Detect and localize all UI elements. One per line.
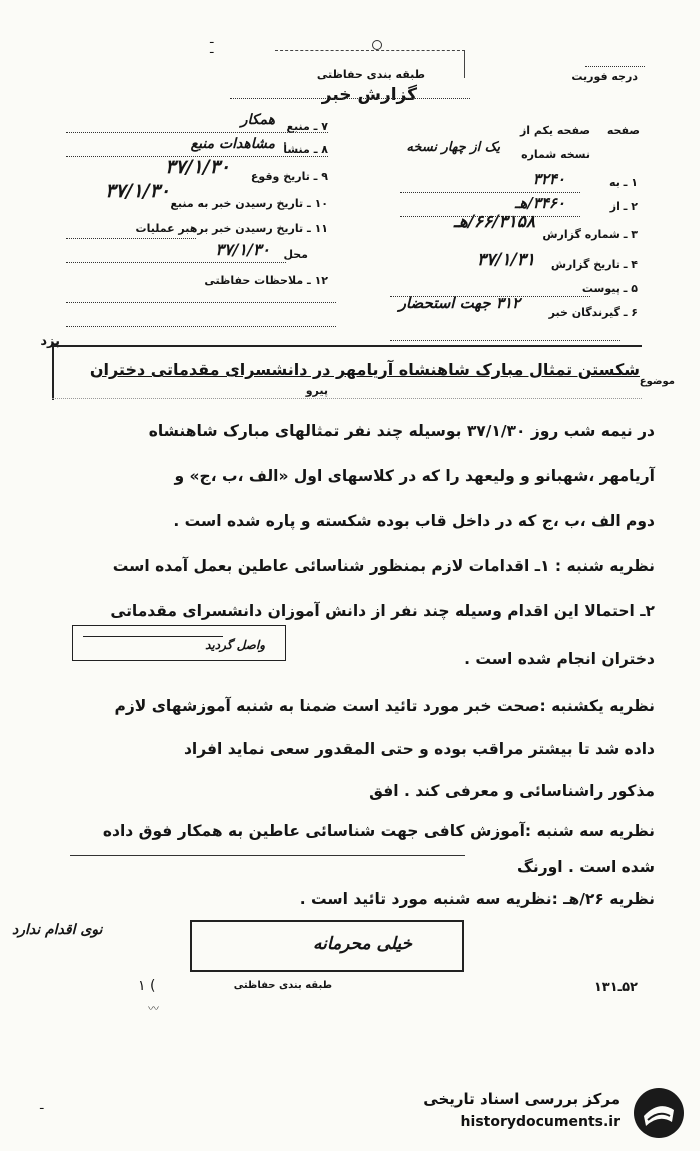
archive-logo-icon [632, 1086, 686, 1140]
body-line: آریامهر ،شهبانو و ولیعهد را که در کلاسهای اول «الف ،ب ،ج» و [174, 467, 655, 485]
field-copy-number-label: نسخه شماره [521, 148, 590, 161]
subject-left-rule [52, 345, 54, 400]
field-notes-line-1 [66, 302, 336, 303]
field-source-label: ۷ ـ منبع [286, 120, 328, 133]
boxed-note-text: واصل گردید [205, 638, 265, 652]
handwritten-mark: ۱ ( [138, 978, 156, 994]
seal-caption: طبقه بندی حفاظتی [233, 980, 332, 991]
field-to-value: ۳۲۴۰ [532, 170, 565, 188]
field-page-value: صفحه [606, 124, 640, 137]
field-source-line [66, 132, 328, 133]
field-report-number-value: ۶۶/۳۱۵۸/هـ [453, 212, 535, 232]
field-notes-line-2 [66, 326, 336, 327]
field-occurrence-date-label: ۹ ـ تاریخ وقوع [250, 170, 328, 183]
boxed-note [72, 625, 286, 661]
priority-label: درجه فوریت [571, 70, 638, 83]
subject-label: موضوع [639, 376, 675, 387]
watermark-url: historydocuments.ir [460, 1114, 620, 1130]
field-recipients-value: ۳۱۲ جهت استحضار [398, 294, 520, 312]
field-attachment-label: ۵ ـ پیوست [581, 282, 638, 295]
body-line: ۲ـ احتمالا این اقدام وسیله چند نفر از دانش آموزان دانشسرای مقدماتی [110, 602, 655, 620]
field-security-notes-label: ۱۲ ـ ملاحظات حفاظتی [204, 274, 328, 287]
body-line: داده شد تا بیشتر مراقب بوده و حتی المقدور سعی نماید افراد [183, 740, 655, 758]
field-recipients-label: ۶ ـ گیرندگان خبر [548, 306, 638, 319]
field-place-line [66, 262, 286, 263]
classification-seal [190, 920, 464, 972]
header-rule-left [230, 98, 470, 99]
field-received-ops-line [66, 238, 196, 239]
boxed-note-strike [83, 636, 223, 637]
seal-handwriting: خیلی محرمانه [313, 934, 412, 954]
body-line: در نیمه شب روز ۳۷/۱/۳۰ بوسیله چند نفر تمثالهای مبارک شاهنشاه [148, 422, 655, 440]
field-report-date-value: ۳۷/۱/۳۱ [476, 250, 535, 270]
field-to-line [400, 192, 580, 193]
field-source-value: همکار [240, 112, 275, 128]
report-title: گزارش خبر [321, 85, 417, 105]
field-origin-label: ۸ ـ منشأ [283, 143, 328, 156]
field-received-ops-label: ۱۱ ـ تاریخ رسیدن خبر برهبر عملیات [135, 222, 328, 235]
subject-text: شکستن تمثال مبارک شاهنشاه آریامهر در دانشسرای مقدماتی دختران [89, 360, 640, 379]
handwritten-mark: ـ [40, 1098, 44, 1112]
field-copy-number-value: یک از چهار نسخه [406, 140, 500, 155]
body-line: نظریه یکشنبه :صحت خبر مورد تائید است ضمنا به شنبه آموزشهای لازم [114, 697, 655, 715]
field-report-date-label: ۴ ـ تاریخ گزارش [550, 258, 638, 271]
field-place-value: ۳۷/۱/۳۰ [215, 240, 270, 259]
stamp-word: بزد [40, 334, 60, 349]
field-origin-value: مشاهدات منبع [190, 136, 275, 152]
frame-top-rule [52, 345, 642, 347]
field-from-value: ۳۴۶۰/هـ [514, 194, 565, 212]
field-from-label: ۲ ـ از [609, 200, 638, 213]
corner-mark [372, 40, 382, 50]
margin-handwritten-note: نوی اقدام ندارد [12, 922, 103, 938]
classification-label: طبقه بندی حفاظتی [316, 68, 425, 81]
report-header-box [275, 50, 465, 110]
field-report-number-label: ۳ ـ شماره گزارش [542, 228, 638, 241]
corner-mark: ـ [210, 42, 214, 56]
body-line: دوم الف ،ب ،ج که در داخل قاب بوده شکسته و پاره شده است . [173, 512, 655, 530]
priority-rule [585, 66, 645, 67]
field-received-source-value: ۳۷/۱/۳۰ [105, 180, 170, 202]
field-received-source-label: ۱۰ ـ تاریخ رسیدن خبر به منبع [170, 197, 328, 210]
body-line: نظریه شنبه : ۱ـ اقدامات لازم بمنظور شناسائی عاطین بعمل آمده است [112, 557, 655, 575]
field-page-label: صفحه یکم از [519, 124, 590, 137]
subject-bottom-rule [52, 398, 642, 399]
corner-mark: ـ [210, 32, 214, 46]
handwritten-mark: 〰 [148, 1002, 159, 1015]
body-line: مذکور راشناسائی و معرفی کند . افق [369, 782, 655, 800]
field-occurrence-date-value: ۳۷/۱/۳۰ [165, 156, 230, 178]
subject-correction: پیرو [305, 384, 328, 397]
field-place-label: محل [283, 248, 308, 261]
body-line: شده است . اورنگ [517, 858, 655, 876]
watermark-title: مرکز بررسی اسناد تاریخی [423, 1090, 620, 1108]
watermark [405, 1082, 690, 1142]
form-code: ۵۲ـ۱۳۱ [593, 980, 638, 995]
field-to-label: ۱ ـ به [609, 176, 638, 189]
body-line: نظریه ۲۶/هـ :نظریه سه شنبه مورد تائید است . [299, 890, 655, 908]
field-recipients-line-2 [390, 340, 620, 341]
header-box-top-border [275, 50, 465, 51]
body-line: نظریه سه شنبه :آموزش کافی جهت شناسائی عاطین به همکار فوق داده [102, 822, 655, 840]
body-line: دختران انجام شده است . [464, 650, 655, 668]
header-box-right-border [464, 50, 465, 78]
separator-rule [70, 855, 465, 856]
